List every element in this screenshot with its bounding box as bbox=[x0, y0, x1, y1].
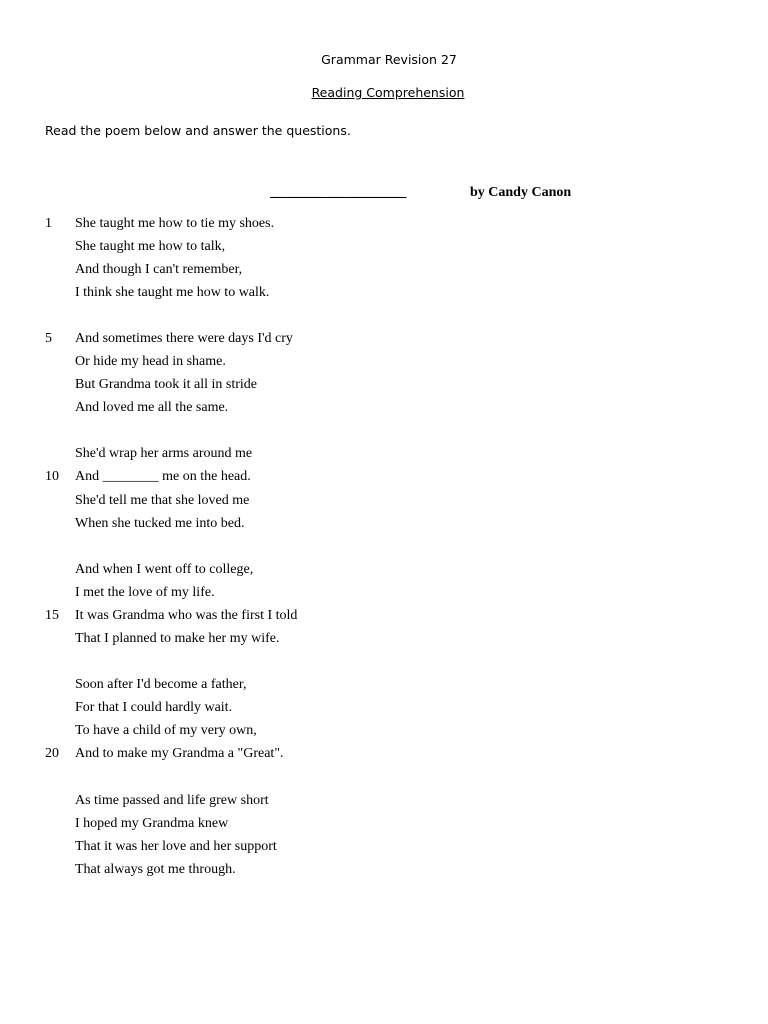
poem-line: That it was her love and her support bbox=[75, 839, 277, 854]
poem-line: But Grandma took it all in stride bbox=[75, 377, 257, 392]
line-number: 1 bbox=[45, 216, 52, 231]
poem-line: And when I went off to college, bbox=[75, 562, 254, 577]
poem-line: She taught me how to tie my shoes. bbox=[75, 216, 275, 231]
poem-line: I hoped my Grandma knew bbox=[75, 816, 229, 831]
poem-line: Soon after I'd become a father, bbox=[75, 677, 247, 692]
poem-line: And sometimes there were days I'd cry bbox=[75, 331, 293, 346]
poem-line: She taught me how to talk, bbox=[75, 239, 226, 254]
poem-line: And ________ me on the head. bbox=[75, 469, 251, 484]
line-number: 20 bbox=[45, 746, 59, 761]
page-title: Grammar Revision 27 bbox=[321, 52, 457, 67]
poem-line: I met the love of my life. bbox=[75, 585, 215, 600]
line-number: 10 bbox=[45, 469, 59, 484]
poem-author: by Candy Canon bbox=[470, 185, 572, 200]
poem-line: When she tucked me into bed. bbox=[75, 516, 245, 531]
poem-line: And loved me all the same. bbox=[75, 400, 229, 415]
poem-line: For that I could hardly wait. bbox=[75, 700, 233, 715]
poem-line: That I planned to make her my wife. bbox=[75, 631, 280, 646]
poem-line: She'd tell me that she loved me bbox=[75, 493, 250, 508]
poem-line: And to make my Grandma a "Great". bbox=[75, 746, 284, 761]
poem-line: That always got me through. bbox=[75, 862, 236, 877]
poem-line: To have a child of my very own, bbox=[75, 723, 257, 738]
poem-line: I think she taught me how to walk. bbox=[75, 285, 270, 300]
line-number: 5 bbox=[45, 331, 52, 346]
poem-line: And though I can't remember, bbox=[75, 262, 243, 277]
poem-line: As time passed and life grew short bbox=[75, 793, 269, 808]
poem-title-blank: __ _____ __ ________ bbox=[270, 185, 407, 200]
section-heading: Reading Comprehension bbox=[311, 85, 465, 100]
poem-line: Or hide my head in shame. bbox=[75, 354, 226, 369]
poem-line: She'd wrap her arms around me bbox=[75, 446, 253, 461]
instructions-text: Read the poem below and answer the questions. bbox=[45, 123, 351, 138]
line-number: 15 bbox=[45, 608, 59, 623]
poem-line: It was Grandma who was the first I told bbox=[75, 608, 298, 623]
